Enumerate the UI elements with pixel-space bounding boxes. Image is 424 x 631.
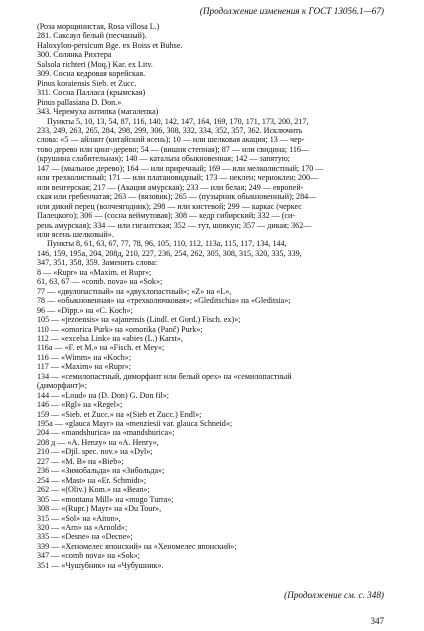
continuation-note: (Продолжение см. с. 348) [284, 590, 384, 600]
document-body [37, 22, 391, 570]
text-line: рень амурская); 334 — или гигантская; 352 — тут, шовкун; 357 — дикая; 362— [37, 220, 312, 230]
text-line: 204 — «mandshurica» на «mandshurica»; [37, 428, 175, 438]
text-line: 347 — «comb nova» на «Sok»; [37, 551, 141, 561]
text-line: 134 — «семилопастный, диморфант или белый орех» на «семилопастный [37, 371, 292, 381]
text-line: Палецкого); 306 — (сосна веймутовая); 308 — кедр сибирский; 332 — (си- [37, 211, 296, 221]
text-line: 335 — «Desne» на «Decne»; [37, 532, 133, 542]
running-header: (Продолжение изменения к ГОСТ 13056.1—67) [199, 6, 384, 16]
text-line: 305 — «montana Mill» на «mugo Turra»; [37, 494, 174, 504]
text-line: 300. Солянка Рихтера [37, 50, 112, 60]
text-line: 78 — «обыкновенная» на «трехколючковая»; «Gleditschia» на «Gleditsia»; [37, 296, 291, 306]
text-line: 210 — «Djil. spec. nov.» на «Dyl»; [37, 447, 153, 457]
text-line: (диморфант)»; [37, 381, 88, 391]
text-line: Salsola richteri (Moq.) Kar. ex Litv. [37, 59, 153, 69]
text-line: 110 — «omorica Purk» на «omorika (Panč) Purk»; [37, 324, 203, 334]
text-line: слова: «5 — айлант (китайский ясень); 10 — или шелковая акация; 13 — чер- [37, 135, 305, 145]
text-line: 262 — «(Oliv.) Kom.» на «Bean»; [37, 485, 150, 495]
text-line: 61, 63, 67 — «comb. nova» на «Sok»; [37, 277, 163, 287]
text-line: (Роза морщинистая, Rosa villosa L.) [37, 22, 160, 31]
text-line: или венгерская; 217 — (Акация амурская); 233 — или белая; 249 — европей- [37, 182, 304, 192]
text-line: 77 — «двулопастный» на «двухлопастный»; «Z» на «L», [37, 286, 232, 296]
text-line: 147 — (мыльное дерево); 164 — или приречный; 169 — или мелколистный; 170 — [37, 163, 324, 173]
text-line: Haloxylon-persicum Bge. ex Boiss et Buhse. [37, 40, 183, 50]
text-line: тово дерево или цинг-дерево; 54 — (вишня степная); 87 — или свидина; 116— [37, 144, 310, 154]
text-line: 159 — «Sieb. et Zucc.» на «(Sieb et Zucc.) Endl»; [37, 409, 202, 419]
text-line: 281. Саксаул белый (песчаный). [37, 31, 147, 41]
text-line: 233, 249, 263, 265, 284, 298, 299, 306, 308, 332, 334, 352, 357, 362. Исключить [37, 125, 303, 135]
text-line: 96 — «Dipp.» на «C. Koch»; [37, 305, 133, 315]
text-line: 195а — «glauca Mayr» на «menziesii var. glauca Schneid»; [37, 419, 233, 429]
text-line: или дикий перец (волчеягодник); 298 — или кистевой; 299 — каркас (черкес [37, 201, 302, 211]
text-line: 116а — «F. et M.» на «Fisch. et Mey»; [37, 343, 165, 353]
text-line: 236 — «Зимобальда» на «Зибольда»; [37, 466, 165, 476]
text-line: 112 — «excelsa Link» на «abies (L.) Karst», [37, 333, 183, 343]
text-line: 339 — «Хеномелес японский» на «Хеномелес японский»; [37, 541, 237, 551]
text-line: 8 — «Ruрr» на «Maxim. et Ruрr»; [37, 267, 152, 277]
text-line: 311. Сосна Палласа (крымская) [37, 88, 146, 98]
text-line: или ясень шелковый». [37, 229, 114, 239]
text-line: Пункты 5, 10, 13, 54, 87, 116, 140, 142, 147, 164, 169, 170, 171, 173, 200, 217, [47, 116, 309, 126]
page-number: 347 [370, 616, 384, 626]
text-line: 117 — «Maxim» на «Ruрr»; [37, 362, 131, 372]
text-line: 315 — «Sol» на «Aiton», [37, 513, 121, 523]
text-line: 227 — «M. B» на «Bieb»; [37, 456, 124, 466]
text-line: 308 — «(Ruрr.) Mayr» на «Du Tour», [37, 504, 162, 514]
text-line: 309. Сосна кедровая корейская. [37, 69, 146, 79]
text-line: 208 д — «A. Henzy» на «A. Henry», [37, 437, 159, 447]
text-line: Pinus koraiensis Sieb. et Zucc. [37, 78, 137, 88]
text-line: 320 — «Arn» на «Arnold»; [37, 523, 128, 533]
text-line: Pinus pallasiana D. Don.» [37, 97, 122, 107]
text-line: 116 — «Wimm» на «Koch»; [37, 352, 132, 362]
text-line: 146 — «Rgl» на «Regel»; [37, 400, 123, 410]
text-line: ская или гребенчатая; 263 — (вязовик); 265 — (пузырник обыкновенный); 284— [37, 192, 317, 202]
text-line: 105 — «jezoensis» на «ajanensis (Lindl. et Gord.) Fisch. ex)»; [37, 315, 241, 325]
text-line: (крушина слабительная); 140 — катальпа обыкновенная; 142 — запятую; [37, 154, 291, 164]
text-line: 254 — «Mast» на «Er. Schmidt»; [37, 475, 147, 485]
text-line: 144 — «Loud» на (D. Don) G. Don fil»; [37, 390, 170, 400]
text-line: Пункты 8, 61, 63, 67, 77, 78, 96, 105, 110, 112, 113а, 115, 117, 134, 144, [47, 239, 287, 249]
text-line: 351 — «Чушубник» на «Чубушник». [37, 560, 164, 570]
text-line: 146, 159, 195а, 204, 208д, 210, 227, 236, 254, 262, 305, 308, 315, 320, 335, 339, [37, 248, 302, 258]
text-line: 347, 351, 358, 359. Заменить слова: [37, 258, 158, 268]
text-line: или трехколистный; 171 — или платановидный; 173 — неклен; черноклен; 200— [37, 173, 319, 183]
text-line: 343. Черемуха антипка (магалепка) [37, 107, 159, 117]
